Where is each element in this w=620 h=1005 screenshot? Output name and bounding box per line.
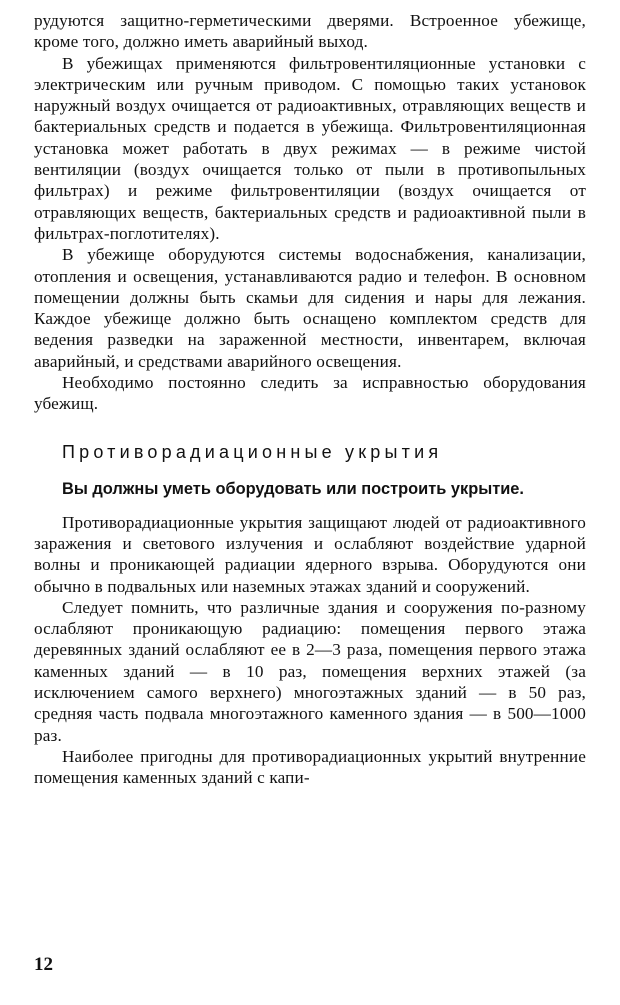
lead-statement: Вы должны уметь оборудовать или построить укрытие. — [62, 479, 524, 498]
bottom-text-block — [34, 512, 586, 789]
section-heading: Противорадиационные укрытия — [62, 441, 443, 462]
paragraph: Противорадиационные укрытия защищают людей от радиоактивного заражения и светового излучения и ослабляют воздействие ударной волны и проникающей радиации ядерного взрыва. Оборудуются они обычно в подвальных или наземных этажах зданий и сооружений. — [34, 512, 586, 596]
paragraph: рудуются защитно-герметическими дверями. Встроенное убежище, кроме того, должно иметь аварийный выход. — [34, 11, 586, 52]
paragraph: В убежище оборудуются системы водоснабжения, канализации, отопления и освещения, устанавливаются радио и телефон. В основном помещении должны быть скамьи для сидения и нары для лежания. Каждое убежище должно быть оснащено комплектом средств для ведения разведки на зараженной местности, инвентарем, включая аварийный, и средствами аварийного освещения. — [34, 245, 586, 371]
top-text-block — [34, 10, 586, 415]
paragraph: Следует помнить, что различные здания и сооружения по-разному ослабляют проникающую радиацию: помещения первого этажа деревянных зданий ослабляют ее в 2—3 раза, помещения первого этажа каменных зданий — в 10 раз, помещения верхних этажей (за исключением самого верхнего) многоэтажных зданий — в 50 раз, средняя часть подвала многоэтажного каменного здания — в 500—1000 раз. — [34, 597, 586, 745]
paragraph: В убежищах применяются фильтровентиляционные установки с электрическим или ручным приводом. С помощью таких установок наружный воздух очищается от радиоактивных, отравляющих веществ и бактериальных средств и подается в убежища. Фильтровентиляционная установка может работать в двух режимах — в режиме чистой вентиляции (воздух очищается только от пыли в противопыльных фильтрах) и режиме фильтровентиляции (воздух очищается от отравляющих веществ, бактериальных средств и радиоактивной пыли в фильтрах-поглотителях). — [34, 53, 586, 243]
page-number: 12 — [34, 954, 53, 975]
paragraph: Наиболее пригодны для противорадиационных укрытий внутренние помещения каменных зданий с капи- — [34, 746, 586, 788]
paragraph: Необходимо постоянно следить за исправностью оборудования убежищ. — [34, 373, 586, 414]
